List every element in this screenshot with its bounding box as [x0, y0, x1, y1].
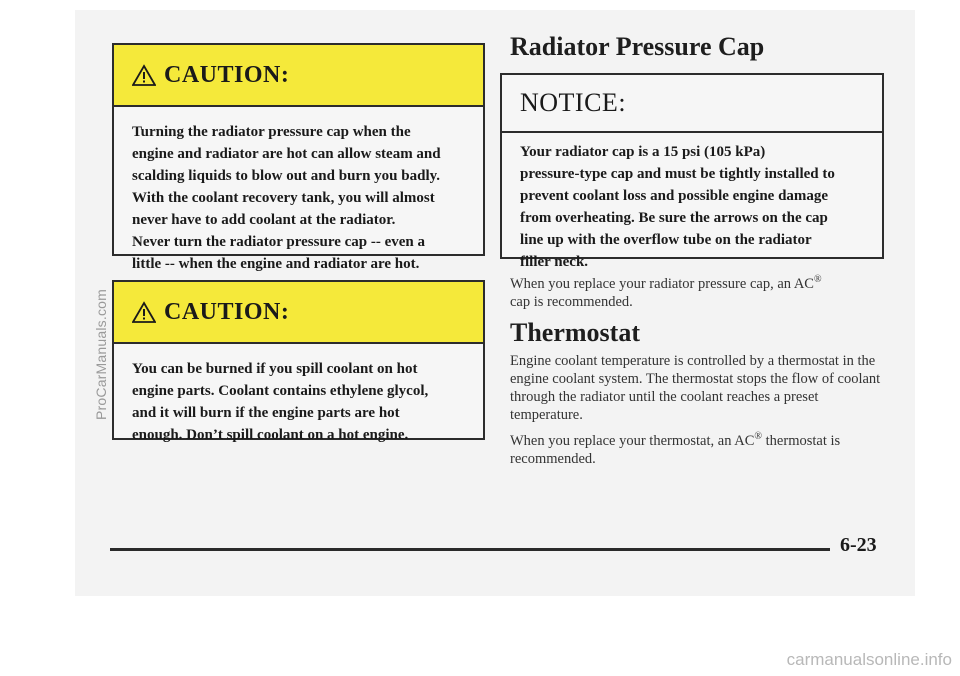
radiator-cap-text-2: cap is recommended.	[510, 294, 633, 310]
registered-mark: ®	[754, 431, 763, 443]
notice-title: NOTICE:	[502, 75, 882, 133]
notice-line: Your radiator cap is a 15 psi (105 kPa)	[520, 144, 766, 160]
caution-line: engine and radiator are hot can allow steam and	[132, 146, 441, 162]
caution-line: little -- when the engine and radiator are hot.	[132, 256, 420, 272]
footer-rule	[110, 548, 830, 551]
caution-box-2	[112, 280, 485, 443]
notice-line: line up with the overflow tube on the radiator	[520, 232, 812, 248]
caution-title: CAUTION:	[164, 298, 290, 325]
notice-line: from overheating. Be sure the arrows on the cap	[520, 210, 828, 226]
warning-triangle-icon	[132, 64, 156, 86]
notice-line: filler neck.	[520, 254, 589, 270]
thermostat-heading: Thermostat	[510, 318, 640, 347]
registered-mark: ®	[813, 274, 822, 286]
radiator-cap-text: When you replace your radiator pressure cap, an AC	[510, 276, 814, 292]
notice-line: pressure-type cap and must be tightly installed to	[520, 166, 835, 182]
warning-triangle-icon	[132, 301, 156, 323]
caution-line: Turning the radiator pressure cap when the	[132, 124, 411, 140]
caution-title: CAUTION:	[164, 61, 290, 88]
notice-line: prevent coolant loss and possible engine damage	[520, 188, 829, 204]
thermostat-text: When you replace your thermostat, an AC	[510, 433, 755, 449]
page-number: 6-23	[840, 534, 877, 556]
caution-line: never have to add coolant at the radiator.	[132, 212, 396, 228]
radiator-heading: Radiator Pressure Cap	[510, 32, 765, 61]
caution-line: You can be burned if you spill coolant on hot	[132, 361, 418, 377]
caution-line: engine parts. Coolant contains ethylene glycol,	[132, 383, 429, 399]
caution-header	[114, 45, 483, 107]
thermostat-body	[510, 352, 882, 476]
bottom-watermark: carmanualsonline.info	[786, 650, 952, 669]
caution-text	[114, 107, 483, 275]
caution-header	[114, 282, 483, 344]
notice-box	[500, 73, 884, 270]
caution-line: and it will burn if the engine parts are hot	[132, 405, 400, 421]
caution-box-1	[112, 43, 485, 272]
notice-text	[502, 133, 882, 273]
caution-line: Never turn the radiator pressure cap -- even a	[132, 234, 426, 250]
side-watermark: ProCarManuals.com	[93, 289, 109, 420]
caution-line: With the coolant recovery tank, you will almost	[132, 190, 435, 206]
thermostat-paragraph-1: Engine coolant temperature is controlled by a thermostat in the engine coolant system. The thermostat stops the flow of coolant through the radiator until the coolant reaches a preset temperature.	[510, 353, 881, 423]
caution-line: enough. Don’t spill coolant on a hot engine.	[132, 427, 409, 443]
radiator-cap-paragraph	[510, 275, 890, 319]
caution-text	[114, 344, 483, 446]
caution-line: scalding liquids to blow out and burn you badly.	[132, 168, 441, 184]
thermostat-text-2: thermostat is recommended.	[510, 433, 841, 467]
